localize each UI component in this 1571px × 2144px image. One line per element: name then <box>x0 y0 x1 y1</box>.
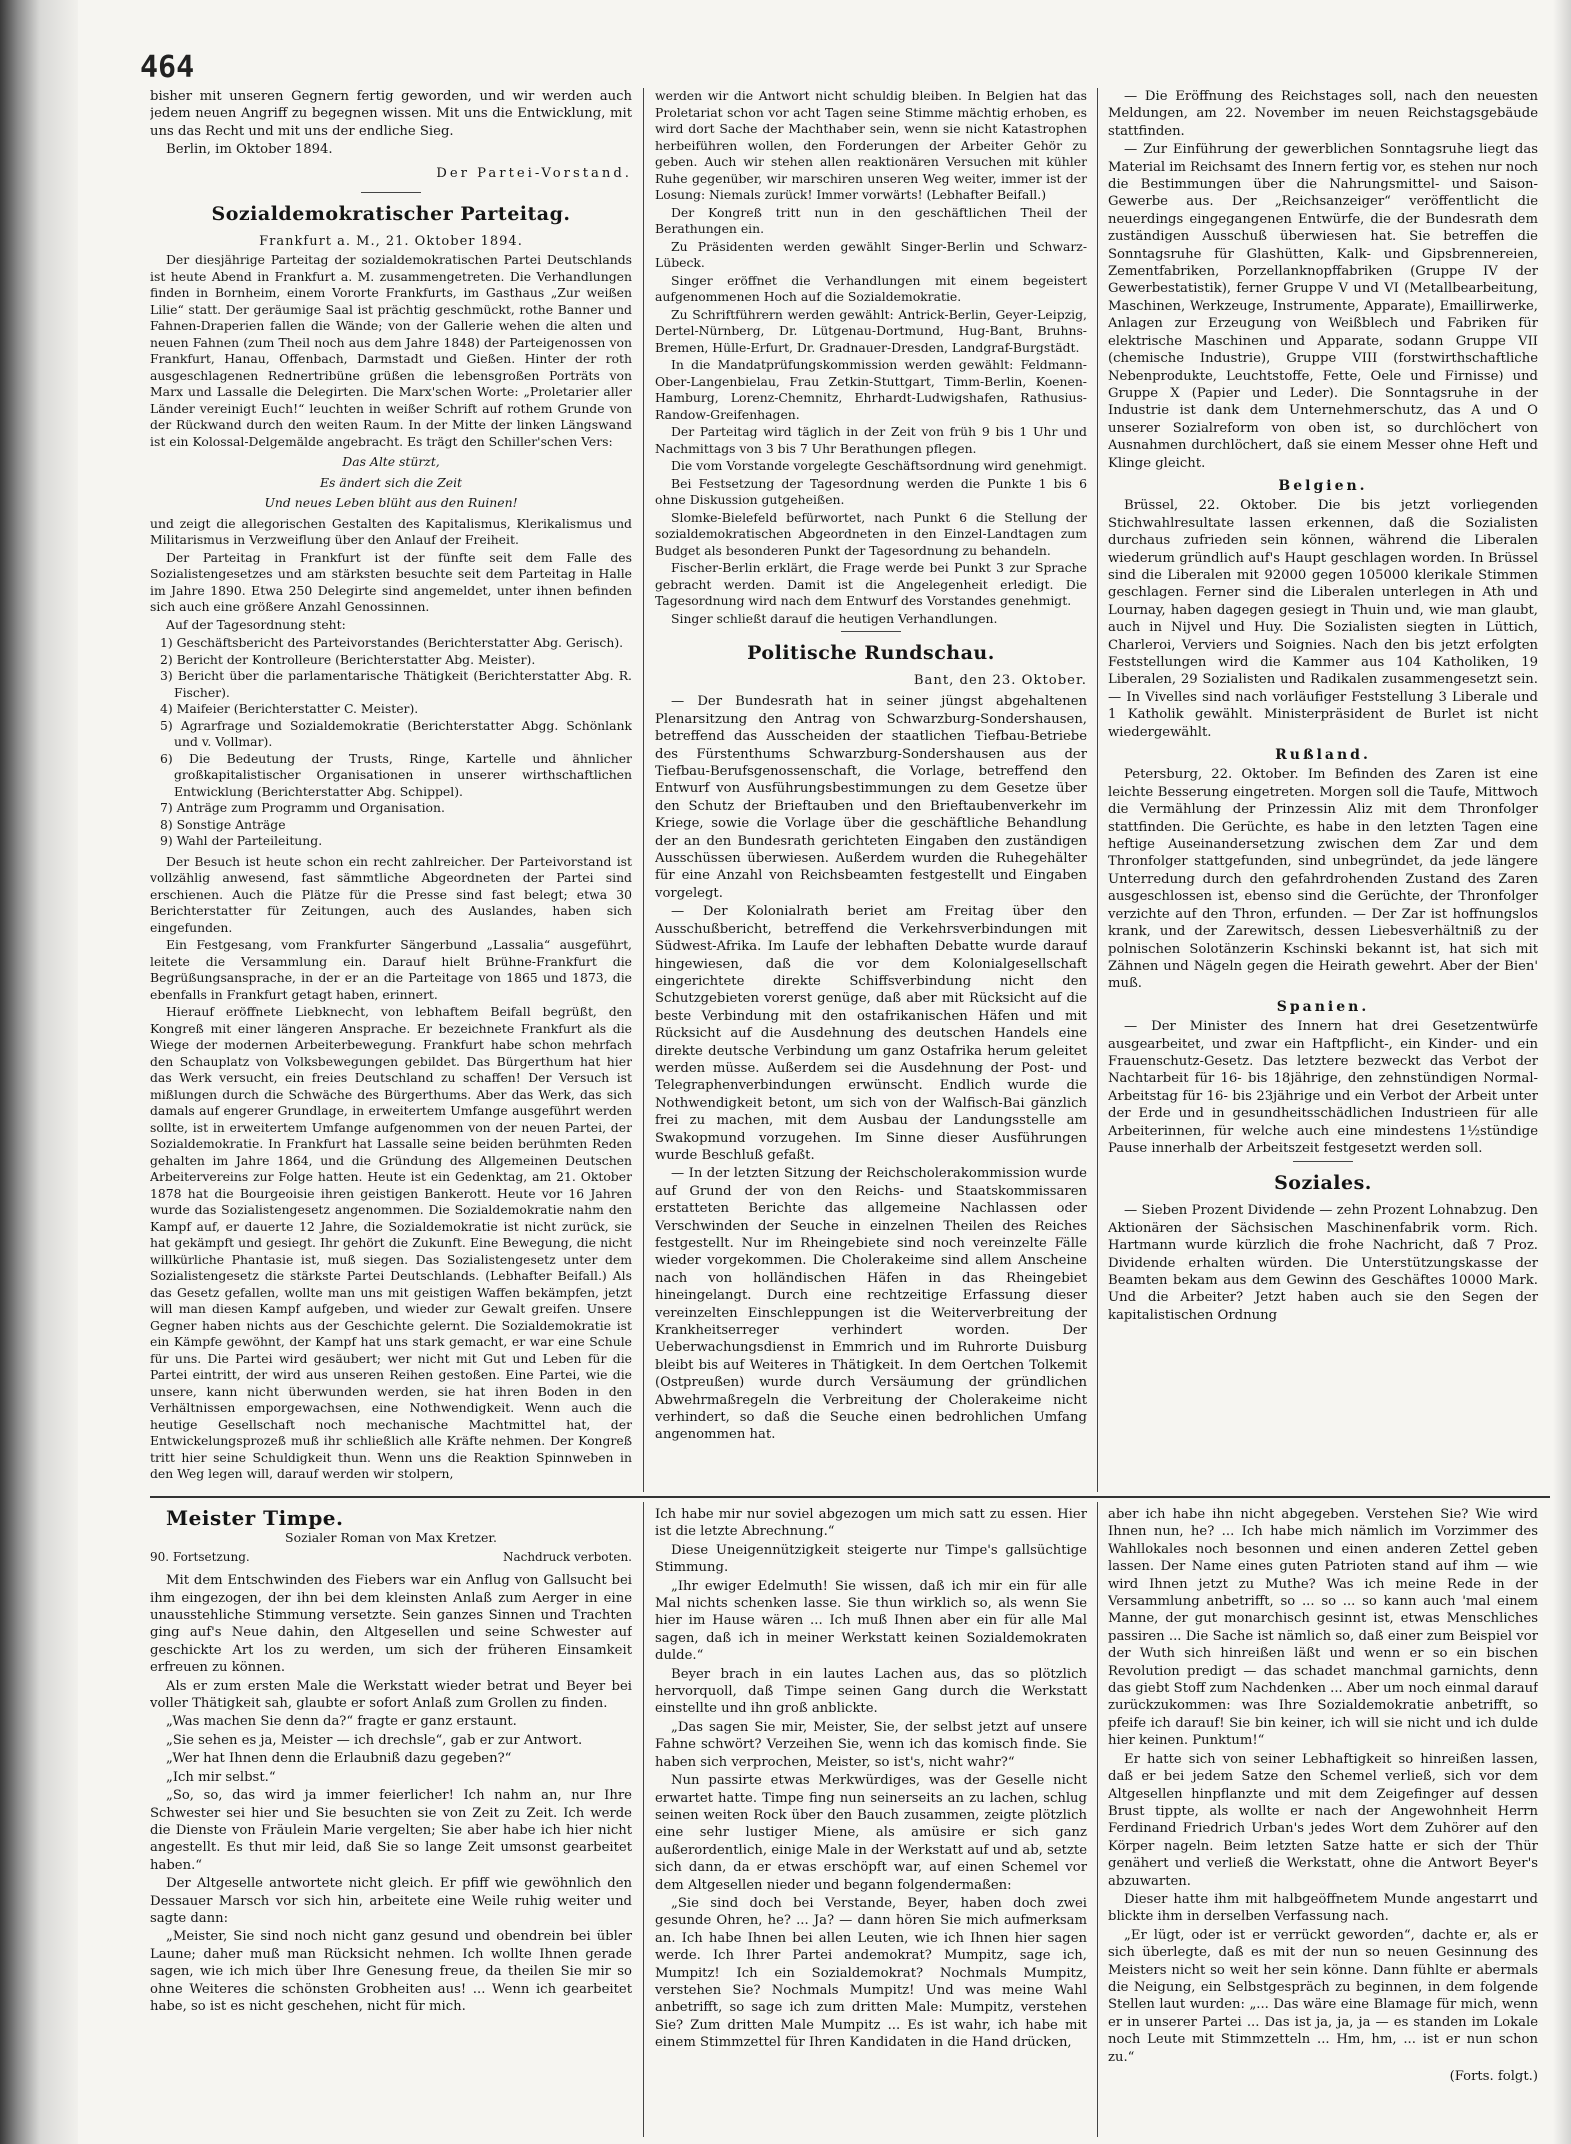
serial-paragraph: „Was machen Sie denn da?“ fragte er ganz erstaunt. <box>166 1714 517 1730</box>
serial-paragraph: „Wer hat Ihnen denn die Erlaubniß dazu gegeben?“ <box>166 1751 512 1767</box>
serial-paragraph: „Sie sehen es ja, Meister — ich drechsle“, gab er zur Antwort. <box>166 1732 583 1748</box>
page-number: 464 <box>140 50 195 85</box>
congress-paragraph: Hierauf eröffnete Liebknecht, von lebhaftem Beifall begrüßt, den Kongreß mit einer längeren Ansprache. Er bezeichnete Frankfurt als die Wiege der modernen Arbeiterbewegung. Frankfurt habe schon mehrfach den Schauplatz von Volksbewegungen gebildet. Das Bürgerthum hat hier das Werk versucht, ein freies Deutschland zu schaffen! Der Versuch ist mißlungen durch die Schwäche des Bürgerthums. Aber das Werk, das sich damals auf engerer Grundlage, in erweitertem Umfange ausgeführt werden sollte, ist in erweitertem Umfange aufgenommen von der neuen Partei, der Sozialdemokratie. In Frankfurt hat Lassalle seine beiden berühmten Reden gehalten im Jahre 1864, und die Gründung des Allgemeinen Deutschen Arbeitervereins zur Folge hatten. Heute ist ein Gedenktag, am 21. Oktober 1878 hat die Bourgeoisie ihren geistigen Bankerott. Heute vor 16 Jahren wurde das Sozialistengesetz angenommen. Die Sozialdemokratie nahm den Kampf auf, er dauerte 12 Jahre, die Sozialdemokratie ist nicht zurück, sie hat gekämpft und gesiegt. Ihr gehört die Zukunft. Eine Bewegung, die nicht willkürliche Phantasie ist, muß siegen. Das Sozialistengesetz unter dem Sozialistengesetz die stärkste Partei Deutschlands. (Lebhafter Beifall.) Als das Gesetz gefallen, wollte man uns mit geistigen Waffen bekämpfen, jetzt will man diesen Kampf aufgeben, und wieder zur Gewalt greifen. Unsere Gegner haben nichts aus der Geschichte gelernt. Die Sozialdemokratie ist ein Kämpfe gewöhnt, der Kampf hat uns stark gemacht, er war eine Schule für uns. Die Partei wird gesäubert; wer nicht mit Gut und Leben für die Partei eintritt, der wird aus unseren Reihen gestoßen. Eine Partei, wie die unsere, kann nicht überwunden werden, sie hat ihren Boden in den Verhältnissen emporgewachsen, eine Nothwendigkeit. Wenn auch die heutige Gesellschaft noch mechanische Machtmittel hat, der Entwickelungsprozeß muß ihr schließlich alle Kräfte nehmen. Der Kongreß tritt hier seine Schuldigkeit thun. Wenn uns die Reaktion Spinnweben in den Weg legen will, darauf werden wir stolpern, <box>150 1004 632 1482</box>
serial-paragraph: „So, so, das wird ja immer feierlicher! Ich nahm an, nur Ihre Schwester sei hier und Sie besuchten sie von Zeit zu Zeit. Ich werde die Dienste von Fräulein Marie vergelten; Sie aber habe ich hier nicht angestellt. Es thut mir leid, daß Sie so lange Zeit umsonst gearbeitet haben.“ <box>150 1788 632 1873</box>
congress-paragraph: und zeigt die allegorischen Gestalten des Kapitalismus, Klerikalismus und Militarismus in Verzweiflung über den Anlauf der Freiheit. <box>150 515 632 548</box>
agenda-item: 2) Bericht der Kontrolleure (Berichterstatter Abg. Meister). <box>160 651 536 667</box>
appeal-place-date: Berlin, im Oktober 1894. <box>166 142 333 158</box>
agenda-list <box>150 635 632 850</box>
section-divider <box>361 192 421 193</box>
feuilleton-rule <box>150 1496 1550 1498</box>
column-foreign-social <box>1108 88 1538 1493</box>
column-politics <box>655 88 1087 1493</box>
serial-paragraph: Ich habe mir nur soviel abgezogen um mich satt zu essen. Hier ist die letzte Abrechnung.“ <box>655 1507 1087 1540</box>
serial-notice: Nachdruck verboten. <box>502 1549 632 1564</box>
dateline-bant: Bant, den 23. Oktober. <box>913 673 1087 688</box>
agenda-item: 9) Wahl der Parteileitung. <box>160 833 323 849</box>
serial-installment: 90. Fortsetzung. <box>150 1549 250 1564</box>
agenda-item: 4) Maifeier (Berichterstatter C. Meister). <box>160 701 419 717</box>
serial-column-2 <box>655 1506 1087 2136</box>
serial-paragraph: Der Altgeselle antwortete nicht gleich. Er pfiff wie gewöhnlich den Dessauer Marsch vor sich hin, arbeitete eine Weile ruhig weiter und sagte dann: <box>150 1876 632 1926</box>
serial-paragraph: aber ich habe ihn nicht abgegeben. Verstehen Sie? Wie wird Ihnen nun, he? ... Ich habe mich nämlich im Vorzimmer des Wahllokales noch besonnen und einen anderen Zettel geben lassen. Der Name eines guten Patrioten stand auf ihm — wie wird Ihnen jetzt zu Muthe? Was ich meine Rede in der Versammlung anbetrifft, so ... so ... so kann auch 'mal einem Manne, der gut monarchisch gesinnt ist, etwas Menschliches passiren ... Die Sache ist nämlich so, daß einer zum Beispiel vor der Wuth sich hinreißen läßt und wenn er so ein bischen Revolution predigt — das schadet manchmal garnichts, denn das giebt Stoff zum Nachdenken ... Aber um noch einmal darauf zurückzukommen: was Ihre Sozialdemokratie anbetrifft, so pfeife ich darauf! Sie bin keiner, ich will sie nicht und ich dulde hier keinen. Punktum!“ <box>1108 1507 1538 1749</box>
serial-paragraph: Diese Uneigennützigkeit steigerte nur Timpe's gallsüchtige Stimmung. <box>655 1542 1087 1576</box>
congress-paragraph: Singer eröffnet die Verhandlungen mit einem begeistert aufgenommenen Hoch auf die Sozialdemokratie. <box>655 272 1087 304</box>
serial-paragraph: „Ihr ewiger Edelmuth! Sie wissen, daß ich mir ein für alle Mal nichts schenken lasse. Sie thun wirklich so, als wenn Sie hier im Hause wären ... Ich muß Ihnen aber ein für alle Mal sagen, daß ich in meiner Werkstatt keinen Sozialdemokraten dulde.“ <box>655 1578 1087 1664</box>
serial-paragraph: Als er zum ersten Male die Werkstatt wieder betrat und Beyer bei voller Thätigkeit sah, glaubte er sofort Anlaß zum Grollen zu finden. <box>150 1678 632 1712</box>
congress-paragraph: Der diesjährige Parteitag der sozialdemokratischen Partei Deutschlands ist heute Abend in Frankfurt a. M. zusammengetreten. Die Verhandlungen finden in Bornheim, einem Vororte Frankfurts, im Gasthaus „Zur weißen Lilie“ statt. Der geräumige Saal ist prächtig geschmückt, rothe Banner und Fahnen-Draperien fallen die Wände; von der Gallerie wehen die alten und neuen Fahnen (zum Theil noch aus dem Jahre 1848) der Parteigenossen von Frankfurt, Hanau, Offenbach, Darmstadt und Gießen. Hinter der roth ausgeschlagenen Rednertribüne grüßen die lebensgroßen Porträts von Marx und Lassalle die Delegirten. Die Marx'schen Worte: „Proletarier aller Länder vereinigt Euch!“ leuchten in weißer Schrift auf rothem Grunde von der Rückwand durch den weiten Raum. In der Mitte der linken Längswand ist ein Kolossal-Delgemälde angebracht. Es trägt den Schiller'schen Vers: <box>150 252 632 449</box>
congress-paragraph: Die vom Vorstande vorgelegte Geschäftsordnung wird genehmigt. <box>671 458 1087 473</box>
agenda-item: 6) Die Bedeutung der Trusts, Ringe, Kartelle und ähnlicher großkapitalistischer Organisationen in unserer wirthschaftlichen Entwicklung (Berichterstatter Abg. Schippel). <box>160 750 632 799</box>
serial-paragraph: „Meister, Sie sind noch nicht ganz gesund und obendrein bei übler Laune; daher muß man Rücksicht nehmen. Ich wollte Ihnen gerade sagen, wie ich mich über Ihre Genesung freue, da theilen Sie mir so ohne Weiteres die schönsten Grobheiten aus! ... Wenn ich gearbeitet habe, so ist es nicht geschehen, nicht für mich. <box>150 1929 632 2014</box>
congress-paragraph: Bei Festsetzung der Tagesordnung werden die Punkte 1 bis 6 ohne Diskussion gutgeheißen. <box>655 475 1087 507</box>
belgium-paragraph: Brüssel, 22. Oktober. Die bis jetzt vorliegenden Stichwahlresultate lassen erkennen, daß die Sozialisten durchaus zufrieden sein können, während die Liberalen wiederum gründlich auf's Haupt geschlagen worden. In Brüssel sind die Liberalen mit 92000 gegen 105000 klerikale Stimmen geschlagen. Ferner sind die Liberalen unterlegen in Ath und Lournay, haben dagegen gesiegt in Thuin und, wie man glaubt, auch in Nijvel und Huy. Die Sozialisten siegten in Lüttich, Charleroi, Verviers und Soignies. Nach den bis jetzt erfolgten Feststellungen wird die Kammer aus 104 Katholiken, 19 Liberalen, 29 Sozialisten und Radikalen zusammengesetzt sein. — In Vivelles sind nach vorläufiger Feststellung 3 Liberale und 1 Katholik gewählt. Ministerpräsident de Burlet ist nicht wiedergewählt. <box>1108 498 1538 740</box>
column-rule-2 <box>1097 88 1098 1492</box>
congress-paragraph: In die Mandatprüfungskommission werden gewählt: Feldmann-Ober-Langenbielau, Frau Zetkin-Stuttgart, Timm-Berlin, Koenen-Hamburg, Lorenz-Chemnitz, Ehrhardt-Ludwigshafen, Rathusius-Randow-Greifenhagen. <box>655 357 1087 422</box>
heading-belgium: Belgien. <box>1278 477 1368 494</box>
serial-paragraph: Beyer brach in ein lautes Lachen aus, das so plötzlich hervorquoll, daß Timpe seinen Gang durch die Werkstatt einstellte und ihn groß anblickte. <box>655 1666 1087 1717</box>
page-edge-shadow <box>1553 0 1571 2144</box>
politics-paragraph: — In der letzten Sitzung der Reichscholerakommission wurde auf Grund der von den Reichs- und Staatskommissaren erstatteten Berichte das allgemeine Nachlassen oder Verschwinden der Seuche in einzelnen Theilen des Reiches festgestellt. Nur im Rheingebiete sind noch vereinzelte Fälle wieder vorgekommen. Die Cholerakeime sind allem Anscheine nach von holländischen Häfen in das Rheingebiet hineingelangt. Durch eine rechtzeitige Erfassung dieser vereinzelten Einschleppungen ist die Weiterverbreitung der Krankheitserreger verhindert worden. Der Ueberwachungsdienst in Emmrich und im Ruhrorte Duisburg bleibt bis auf Weiteres in Thätigkeit. In dem Oertchen Tolkemit (Ostpreußen) wurde durch Versäumung der gründlichen Abwehrmaßregeln die Verbreitung der Cholerakeime nicht verhindert, so daß die Seuche einen bedrohlichen Umfang angenommen hat. <box>655 1166 1087 1443</box>
serial-paragraph: Mit dem Entschwinden des Fiebers war ein Anflug von Gallsucht bei ihm eingezogen, der ihn bei dem kleinsten Anlaß zum Aerger in eine unausstehliche Stimmung versetzte. Sein ganzes Sinnen und Trachten ging auf's Neue dahin, den Altgesellen und seine Schwester auf geschickte Art los zu werden, um sich der früheren Einsamkeit erfreuen zu können. <box>150 1573 632 1676</box>
binding-shadow <box>0 0 78 2144</box>
politics-paragraph: — Der Bundesrath hat in seiner jüngst abgehaltenen Plenarsitzung den Antrag von Schwarzburg-Sondershausen, betreffend das Ausscheiden der staatlichen Tiefbau-Betriebe des Fürstenthums Schwarzburg-Sondershausen aus der Tiefbau-Berufsgenossenschaft, die Vorlage, betreffend den Entwurf von Ausführungsbestimmungen zu dem Gesetze über den Schutz der Brieftauben und den Brieftaubenverkehr im Kriege, sowie die Vorlage über die geschäftliche Behandlung der an den Bundesrath gerichteten Eingaben den zuständigen Ausschüssen überwiesen. Außerdem wurden die Ruhegehälter für eine Anzahl von Reichsbeamten festgestellt und Eingaben vorgelegt. <box>655 694 1087 901</box>
poem-line: Das Alte stürzt, <box>342 454 440 470</box>
serial-column-3 <box>1108 1506 1538 2136</box>
heading-social: Soziales. <box>1274 1172 1372 1195</box>
section-divider <box>1293 1161 1353 1162</box>
congress-paragraph: Der Parteitag wird täglich in der Zeit von früh 9 bis 1 Uhr und Nachmittags von 3 bis 7 Uhr Berathungen pflegen. <box>655 424 1087 456</box>
dateline-frankfurt: Frankfurt a. M., 21. Oktober 1894. <box>259 234 523 250</box>
serial-paragraph: „Sie sind doch bei Verstande, Beyer, haben doch zwei gesunde Ohren, he? ... Ja? — dann hören Sie mich aufmerksam an. Ich habe Ihnen bei allen Leuten, wie ich Ihnen hier sagen werde. Ich Ihrer Partei andemokrat? Mumpitz, sage ich, Mumpitz! Ich ein Sozialdemokrat? Nochmals Mumpitz, verstehen Sie? Nochmals Mumpitz! Und was meine Wahl anbetrifft, so sage ich zum dritten Male: Mumpitz, verstehen Sie? Zum dritten Male Mumpitz ... Es ist wahr, ich habe mit einem Stimmzettel für Ihren Kandidaten in die Hand drücken, <box>655 1895 1087 2051</box>
congress-continued: werden wir die Antwort nicht schuldig bleiben. In Belgien hat das Proletariat schon vor acht Tagen seine Stimme mächtig erhoben, es wird dort Sache der Machthaber sein, wenn sie nicht Katastrophen herbeiführen wollen, den Forderungen der Arbeiter Gehör zu geben. Auch wir stehen allen reaktionären Versuchen mit kühler Ruhe gegenüber, wir marschiren unseren Weg weiter, immer ist der Losung: Niemals zurück! Immer vorwärts! (Lebhafter Beifall.) <box>655 88 1087 202</box>
congress-paragraph: Der Besuch ist heute schon ein recht zahlreicher. Der Parteivorstand ist vollzählig anwesend, fast sämmtliche Abgeordneten der Partei sind erschienen. Auch die Plätze für die Presse sind fast belegt; etwa 30 Berichterstatter für Zeitungen, auch des Auslandes, haben sich eingefunden. <box>150 853 632 935</box>
appeal-ending: bisher mit unseren Gegnern fertig geworden, und wir werden auch jedem neuen Angriff zu begegnen wissen. Mit uns die Entwicklung, mit uns das Recht und mit uns der endliche Sieg. <box>150 89 632 139</box>
appeal-signature: Der Partei-Vorstand. <box>436 165 632 181</box>
heading-spain: Spanien. <box>1276 998 1370 1015</box>
congress-paragraph: Der Parteitag in Frankfurt ist der fünfte seit dem Falle des Sozialistengesetzes und am stärksten besuchte seit dem Parteitag in Halle im Jahre 1890. Etwa 250 Delegirte sind angemeldet, unter ihnen befinden sich auch eine größere Anzahl Genossinnen. <box>150 549 632 615</box>
congress-paragraph: Fischer-Berlin erklärt, die Frage werde bei Punkt 3 zur Sprache gebracht werden. Damit ist die Angelegenheit erledigt. Die Tagesordnung wird nach dem Entwurf des Vorstandes genehmigt. <box>655 560 1087 608</box>
heading-political-review: Politische Rundschau. <box>747 642 995 664</box>
politics-paragraph: — Zur Einführung der gewerblichen Sonntagsruhe liegt das Material im Reichsamt des Innern fertig vor, es stehen nur noch die Bestimmungen über die Nahrungsmittel- und Saison-Gewerbe aus. Der „Reichsanzeiger“ veröffentlicht die neuerdings eingegangenen Entwürfe, die der Bundesrath dem zuständigen Ausschuß überwiesen hat. Sie betreffen die Sonntagsruhe für Glashütten, Kalk- und Gipsbrennereien, Zementfabriken, Porzellanknopffabriken (Gruppe IV der Gewerbestatistik), ferner Gruppe V und VI (Metallbearbeitung, Maschinen, Werkzeuge, Instrumente, Apparate), Emaillirwerke, Anlagen zur Erzeugung von Weißblech und Fabriken für elektrische Maschinen und Apparate, sodann Gruppe VII (chemische Industrie), Gruppe VIII (forstwirthschaftliche Nebenprodukte, Leuchtstoffe, Fette, Oele und Firnisse) und Gruppe X (Papier und Leder). Die Sonntagsruhe in der Industrie ist dank dem Unternehmerschutz, das A und O unserer Sozialreform von oben ist, so durchlöchert von Ausnahmen durchlöchert, daß sie einem Messer ohne Heft und Klinge gleicht. <box>1108 142 1538 471</box>
spain-paragraph: — Der Minister des Innern hat drei Gesetzentwürfe ausgearbeitet, und zwar ein Haftpflicht-, ein Kinder- und ein Frauenschutz-Gesetz. Das letztere bezweckt das Verbot der Nachtarbeit für 16- bis 18jährige, den zehnstündigen Normal-Arbeitstag für 16- bis 23jährige und ein Verbot der Arbeit unter der Erde und in gesundheitsschädlichen Industrieen für alle Arbeiterinnen, für welche auch eine mindestens 1½stündige Pause innerhalb der Arbeitszeit festgesetzt werden soll. <box>1108 1019 1538 1156</box>
serial-meta <box>150 1549 632 1566</box>
column-rule-4 <box>1097 1502 1098 2137</box>
congress-paragraph: Singer schließt darauf die heutigen Verhandlungen. <box>671 610 998 626</box>
section-divider <box>841 631 901 632</box>
social-paragraph: — Sieben Prozent Dividende — zehn Prozent Lohnabzug. Den Aktionären der Sächsischen Maschinenfabrik vorm. Rich. Hartmann wurde kürzlich die frohe Nachricht, daß 7 Proz. Dividende erhalten würden. Die Unterstützungskasse der Beamten bekam aus dem Gewinn des Geschäftes 10000 Mark. Und die Arbeiter? Jetzt haben auch sie den Segen der kapitalistischen Ordnung <box>1108 1203 1538 1323</box>
poem-line: Und neues Leben blüht aus den Ruinen! <box>264 495 518 511</box>
column-party-congress <box>150 88 632 1493</box>
congress-paragraph: Slomke-Bielefeld befürwortet, nach Punkt 6 die Stellung der sozialdemokratischen Abgeordneten in den Einzel-Landtagen zum Budget als besonderen Punkt der Tagesordnung zu behandeln. <box>655 509 1087 558</box>
agenda-item: 1) Geschäftsbericht des Parteivorstandes (Berichterstatter Abg. Gerisch). <box>160 635 624 651</box>
congress-paragraph: Zu Schriftführern werden gewählt: Antrick-Berlin, Geyer-Leipzig, Dertel-Nürnberg, Dr. Lütgenau-Dortmund, Hug-Bant, Bruhns-Bremen, Hülle-Erfurt, Dr. Gradnauer-Dresden, Landgraf-Burgstädt. <box>655 306 1087 355</box>
serial-paragraph: Dieser hatte ihm mit halbgeöffnetem Munde angestarrt und blickte ihm in derselben Verfassung nach. <box>1108 1891 1538 1925</box>
russia-paragraph: Petersburg, 22. Oktober. Im Befinden des Zaren ist eine leichte Besserung eingetreten. Morgen soll die Taufe, Mittwoch die Vermählung der Prinzessin Aliz mit dem Thronfolger stattfinden. Die Gerüchte, es habe in den letzten Tagen eine heftige Auseinandersetzung zwischen dem Zar und dem Thronfolger stattgefunden, sind unbegründet, da jede längere Unterredung durch den gefahrdrohenden Zustand des Zaren ausgeschlossen ist, ebenso sind die Gerüchte, der Thronfolger verzichte auf den Thron, erfunden. — Der Zar ist hoffnungslos krank, und der Zarewitsch, dessen Liebesverhältniß zu der polnischen Solotänzerin Kschinski bekannt ist, hat sich mit Zähnen und Nägeln gegen die Heirath gewehrt. Aber der Bien' muß. <box>1108 767 1538 992</box>
serial-paragraph: Er hatte sich von seiner Lebhaftigkeit so hinreißen lassen, daß er bei jedem Satze den Schemel verließ, sich vor dem Altgesellen hinpflanzte und mit dem Zeigefinger auf dessen Brust tippte, als wollte er nach der Angewohnheit Herrn Ferdinand Friedrich Urban's jedes Wort dem Zuhörer auf den Körper nageln. Beim letzten Satze hatte er sich der Thür genähert und verließ die Werkstatt, ohne die Antwort Beyer's abzuwarten. <box>1108 1751 1538 1889</box>
serial-title: Meister Timpe. <box>166 1506 344 1530</box>
serial-paragraph: „Ich mir selbst.“ <box>166 1769 276 1785</box>
politics-paragraph: — Die Eröffnung des Reichstages soll, nach den neuesten Meldungen, am 22. November im neuen Reichstagsgebäude stattfinden. <box>1108 89 1538 139</box>
serial-paragraph: „Er lügt, oder ist er verrückt geworden“, dachte er, als er sich überlegte, daß es mit der nun so neuen Gesinnung des Meisters nicht so weit her sein könne. Dann fühlte er abermals die Neigung, ein Selbstgespräch zu beginnen, in dem folgende Stellen laut wurden: „... Das wäre eine Blamage für mich, wenn er in unserer Partei ... Das ist ja, ja, ja — es standen im Lokale noch Leute mit Stimmzetteln ... Hm, hm, ... ist er nun schon zu.“ <box>1108 1927 1538 2065</box>
column-rule-3 <box>643 1502 644 2137</box>
politics-paragraph: — Der Kolonialrath beriet am Freitag über den Ausschußbericht, betreffend die Verkehrsverbindungen mit Südwest-Afrika. Im Laufe der lebhaften Debatte wurde darauf hingewiesen, daß die vor dem Kolonialgesellschaft eingerichtete direkte Schiffsverbindung nicht den Schutzgebieten vorerst genüge, daß aber mit Rücksicht auf die beste Verbindung mit den ostafrikanischen Häfen und mit Rücksicht auf die Ausdehnung des deutschen Handels eine direkte deutsche Verbindung um ganz Ostafrika herum geleitet werden müsse. Außerdem sei die Ausdehnung der Post- und Telegraphenverbindungen erwünscht. Endlich wurde die Nothwendigkeit betont, um sich von der Walfisch-Bai gänzlich frei zu machen, mit dem Ausbau der Landungsstelle am Swakopmund vorzugehen. Im Sinne dieser Ausführungen wurde Beschluß gefaßt. <box>655 904 1087 1163</box>
heading-party-congress: Sozialdemokratischer Parteitag. <box>211 203 571 226</box>
serial-paragraph: „Das sagen Sie mir, Meister, Sie, der selbst jetzt auf unsere Fahne schwört? Verzeihen Sie, wenn ich das komisch finde. Sie haben sich verprochen, Meister, so ist's, nicht wahr?“ <box>655 1719 1087 1770</box>
agenda-item: 3) Bericht über die parlamentarische Thätigkeit (Berichterstatter Abg. R. Fischer). <box>160 668 632 700</box>
poem-line: Es ändert sich die Zeit <box>319 474 463 490</box>
congress-paragraph: Ein Festgesang, vom Frankfurter Sängerbund „Lassalia“ ausgeführt, leitete die Versammlung ein. Darauf hielt Brühne-Frankfurt die Begrüßungsansprache, in der er an die Parteitage von 1865 und 1873, die ebenfalls in Frankfurt getagt haben, erinnert. <box>150 937 632 1002</box>
serial-continuation-note: (Forts. folgt.) <box>1449 2069 1538 2084</box>
serial-column-1 <box>150 1506 632 2136</box>
column-rule-1 <box>643 88 644 1492</box>
serial-subtitle: Sozialer Roman von Max Kretzer. <box>285 1530 497 1546</box>
congress-paragraph: Zu Präsidenten werden gewählt Singer-Berlin und Schwarz-Lübeck. <box>655 238 1087 270</box>
newspaper-sheet <box>140 40 1550 2140</box>
agenda-intro: Auf der Tagesordnung steht: <box>166 616 346 632</box>
congress-paragraph: Der Kongreß tritt nun in den geschäftlichen Theil der Berathungen ein. <box>655 204 1087 236</box>
agenda-item: 5) Agrarfrage und Sozialdemokratie (Berichterstatter Abgg. Schönlank und v. Vollmar). <box>160 717 632 750</box>
serial-paragraph: Nun passirte etwas Merkwürdiges, was der Geselle nicht erwartet hatte. Timpe fing nun seinerseits an zu lachen, schlug seinen weiten Rock über den Bauch zusammen, zeigte plötzlich eine sehr lustiger Miene, als amüsire er sich ganz außerordentlich, einige Male in der Werkstatt auf und ab, setzte sich dann, da er etwas erschöpft war, auf einen Schemel vor dem Altgesellen nieder und begann folgendermaßen: <box>655 1773 1087 1893</box>
agenda-item: 7) Anträge zum Programm und Organisation. <box>160 800 445 816</box>
agenda-item: 8) Sonstige Anträge <box>160 816 286 832</box>
heading-russia: Rußland. <box>1275 747 1371 764</box>
